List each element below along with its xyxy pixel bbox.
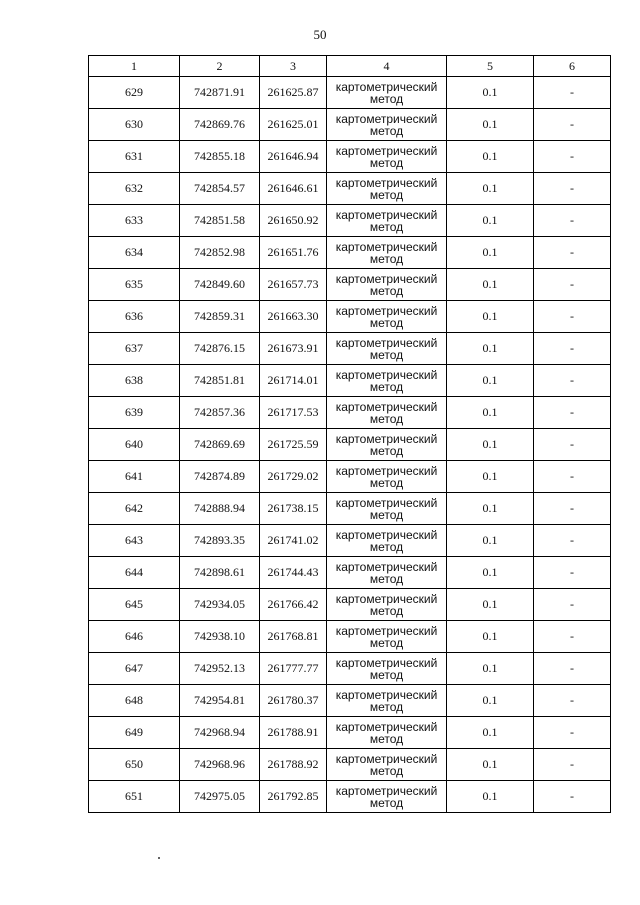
point-number-cell: 640 <box>89 429 180 461</box>
table-row <box>89 205 611 237</box>
accuracy-cell: 0.1 <box>447 109 534 141</box>
x-coordinate-cell: 742855.18 <box>180 141 260 173</box>
x-coordinate-cell: 742876.15 <box>180 333 260 365</box>
x-coordinate-cell: 742851.81 <box>180 365 260 397</box>
note-cell: - <box>534 525 611 557</box>
x-coordinate-cell: 742968.94 <box>180 717 260 749</box>
table-row <box>89 493 611 525</box>
method-cell: картометрический метод <box>327 589 447 621</box>
x-coordinate-cell: 742869.76 <box>180 109 260 141</box>
note-cell: - <box>534 685 611 717</box>
accuracy-cell: 0.1 <box>447 749 534 781</box>
y-coordinate-cell: 261714.01 <box>260 365 327 397</box>
point-number-cell: 639 <box>89 397 180 429</box>
y-coordinate-cell: 261646.94 <box>260 141 327 173</box>
table-row <box>89 717 611 749</box>
table-row <box>89 173 611 205</box>
x-coordinate-cell: 742938.10 <box>180 621 260 653</box>
note-cell: - <box>534 557 611 589</box>
y-coordinate-cell: 261625.87 <box>260 77 327 109</box>
table-row <box>89 237 611 269</box>
note-cell: - <box>534 717 611 749</box>
point-number-cell: 644 <box>89 557 180 589</box>
method-cell: картометрический метод <box>327 333 447 365</box>
x-coordinate-cell: 742934.05 <box>180 589 260 621</box>
y-coordinate-cell: 261780.37 <box>260 685 327 717</box>
point-number-cell: 635 <box>89 269 180 301</box>
method-cell: картометрический метод <box>327 269 447 301</box>
note-cell: - <box>534 205 611 237</box>
table-row <box>89 781 611 813</box>
accuracy-cell: 0.1 <box>447 397 534 429</box>
method-cell: картометрический метод <box>327 749 447 781</box>
accuracy-cell: 0.1 <box>447 269 534 301</box>
method-cell: картометрический метод <box>327 301 447 333</box>
accuracy-cell: 0.1 <box>447 429 534 461</box>
x-coordinate-cell: 742898.61 <box>180 557 260 589</box>
point-number-cell: 647 <box>89 653 180 685</box>
method-cell: картометрический метод <box>327 461 447 493</box>
point-number-cell: 650 <box>89 749 180 781</box>
y-coordinate-cell: 261792.85 <box>260 781 327 813</box>
note-cell: - <box>534 173 611 205</box>
table-row <box>89 749 611 781</box>
y-coordinate-cell: 261788.92 <box>260 749 327 781</box>
y-coordinate-cell: 261651.76 <box>260 237 327 269</box>
point-number-cell: 642 <box>89 493 180 525</box>
accuracy-cell: 0.1 <box>447 653 534 685</box>
accuracy-cell: 0.1 <box>447 781 534 813</box>
method-cell: картометрический метод <box>327 205 447 237</box>
note-cell: - <box>534 493 611 525</box>
x-coordinate-cell: 742849.60 <box>180 269 260 301</box>
accuracy-cell: 0.1 <box>447 301 534 333</box>
y-coordinate-cell: 261663.30 <box>260 301 327 333</box>
accuracy-cell: 0.1 <box>447 365 534 397</box>
point-number-cell: 649 <box>89 717 180 749</box>
x-coordinate-cell: 742854.57 <box>180 173 260 205</box>
y-coordinate-cell: 261625.01 <box>260 109 327 141</box>
note-cell: - <box>534 365 611 397</box>
accuracy-cell: 0.1 <box>447 685 534 717</box>
x-coordinate-cell: 742857.36 <box>180 397 260 429</box>
point-number-cell: 634 <box>89 237 180 269</box>
method-cell: картометрический метод <box>327 109 447 141</box>
y-coordinate-cell: 261766.42 <box>260 589 327 621</box>
method-cell: картометрический метод <box>327 365 447 397</box>
table-row <box>89 557 611 589</box>
y-coordinate-cell: 261717.53 <box>260 397 327 429</box>
note-cell: - <box>534 653 611 685</box>
method-cell: картометрический метод <box>327 621 447 653</box>
accuracy-cell: 0.1 <box>447 77 534 109</box>
accuracy-cell: 0.1 <box>447 205 534 237</box>
method-cell: картометрический метод <box>327 77 447 109</box>
x-coordinate-cell: 742869.69 <box>180 429 260 461</box>
y-coordinate-cell: 261646.61 <box>260 173 327 205</box>
table-row <box>89 141 611 173</box>
point-number-cell: 646 <box>89 621 180 653</box>
accuracy-cell: 0.1 <box>447 557 534 589</box>
method-cell: картометрический метод <box>327 717 447 749</box>
x-coordinate-cell: 742859.31 <box>180 301 260 333</box>
x-coordinate-cell: 742975.05 <box>180 781 260 813</box>
column-header: 4 <box>327 56 447 77</box>
table-row <box>89 301 611 333</box>
table-row <box>89 109 611 141</box>
accuracy-cell: 0.1 <box>447 173 534 205</box>
method-cell: картометрический метод <box>327 653 447 685</box>
accuracy-cell: 0.1 <box>447 333 534 365</box>
scan-speck <box>158 857 160 859</box>
y-coordinate-cell: 261738.15 <box>260 493 327 525</box>
note-cell: - <box>534 781 611 813</box>
table-row <box>89 77 611 109</box>
point-number-cell: 629 <box>89 77 180 109</box>
y-coordinate-cell: 261744.43 <box>260 557 327 589</box>
table-row <box>89 621 611 653</box>
accuracy-cell: 0.1 <box>447 461 534 493</box>
table-row <box>89 429 611 461</box>
column-header: 1 <box>89 56 180 77</box>
coordinates-table <box>88 55 611 813</box>
note-cell: - <box>534 301 611 333</box>
note-cell: - <box>534 397 611 429</box>
x-coordinate-cell: 742893.35 <box>180 525 260 557</box>
point-number-cell: 648 <box>89 685 180 717</box>
note-cell: - <box>534 333 611 365</box>
point-number-cell: 636 <box>89 301 180 333</box>
point-number-cell: 645 <box>89 589 180 621</box>
x-coordinate-cell: 742852.98 <box>180 237 260 269</box>
y-coordinate-cell: 261777.77 <box>260 653 327 685</box>
point-number-cell: 638 <box>89 365 180 397</box>
point-number-cell: 630 <box>89 109 180 141</box>
method-cell: картометрический метод <box>327 141 447 173</box>
accuracy-cell: 0.1 <box>447 621 534 653</box>
y-coordinate-cell: 261788.91 <box>260 717 327 749</box>
accuracy-cell: 0.1 <box>447 525 534 557</box>
x-coordinate-cell: 742954.81 <box>180 685 260 717</box>
method-cell: картометрический метод <box>327 237 447 269</box>
note-cell: - <box>534 749 611 781</box>
y-coordinate-cell: 261768.81 <box>260 621 327 653</box>
note-cell: - <box>534 77 611 109</box>
point-number-cell: 633 <box>89 205 180 237</box>
note-cell: - <box>534 429 611 461</box>
table-row <box>89 365 611 397</box>
accuracy-cell: 0.1 <box>447 717 534 749</box>
note-cell: - <box>534 237 611 269</box>
point-number-cell: 651 <box>89 781 180 813</box>
point-number-cell: 637 <box>89 333 180 365</box>
note-cell: - <box>534 109 611 141</box>
point-number-cell: 632 <box>89 173 180 205</box>
x-coordinate-cell: 742851.58 <box>180 205 260 237</box>
table-row <box>89 397 611 429</box>
method-cell: картометрический метод <box>327 557 447 589</box>
method-cell: картометрический метод <box>327 397 447 429</box>
method-cell: картометрический метод <box>327 173 447 205</box>
column-header: 3 <box>260 56 327 77</box>
x-coordinate-cell: 742952.13 <box>180 653 260 685</box>
method-cell: картометрический метод <box>327 781 447 813</box>
column-header: 2 <box>180 56 260 77</box>
note-cell: - <box>534 589 611 621</box>
accuracy-cell: 0.1 <box>447 141 534 173</box>
method-cell: картометрический метод <box>327 493 447 525</box>
point-number-cell: 643 <box>89 525 180 557</box>
x-coordinate-cell: 742888.94 <box>180 493 260 525</box>
table-row <box>89 525 611 557</box>
page-number: 50 <box>313 27 327 42</box>
y-coordinate-cell: 261725.59 <box>260 429 327 461</box>
x-coordinate-cell: 742871.91 <box>180 77 260 109</box>
method-cell: картометрический метод <box>327 685 447 717</box>
table-header-row <box>89 56 611 77</box>
y-coordinate-cell: 261650.92 <box>260 205 327 237</box>
table-row <box>89 333 611 365</box>
x-coordinate-cell: 742968.96 <box>180 749 260 781</box>
table-row <box>89 269 611 301</box>
note-cell: - <box>534 461 611 493</box>
column-header: 6 <box>534 56 611 77</box>
y-coordinate-cell: 261729.02 <box>260 461 327 493</box>
method-cell: картометрический метод <box>327 429 447 461</box>
table-row <box>89 589 611 621</box>
note-cell: - <box>534 269 611 301</box>
accuracy-cell: 0.1 <box>447 237 534 269</box>
method-cell: картометрический метод <box>327 525 447 557</box>
accuracy-cell: 0.1 <box>447 589 534 621</box>
table-row <box>89 461 611 493</box>
note-cell: - <box>534 621 611 653</box>
point-number-cell: 631 <box>89 141 180 173</box>
point-number-cell: 641 <box>89 461 180 493</box>
table-row <box>89 685 611 717</box>
x-coordinate-cell: 742874.89 <box>180 461 260 493</box>
column-header: 5 <box>447 56 534 77</box>
accuracy-cell: 0.1 <box>447 493 534 525</box>
y-coordinate-cell: 261741.02 <box>260 525 327 557</box>
y-coordinate-cell: 261673.91 <box>260 333 327 365</box>
y-coordinate-cell: 261657.73 <box>260 269 327 301</box>
table-row <box>89 653 611 685</box>
note-cell: - <box>534 141 611 173</box>
